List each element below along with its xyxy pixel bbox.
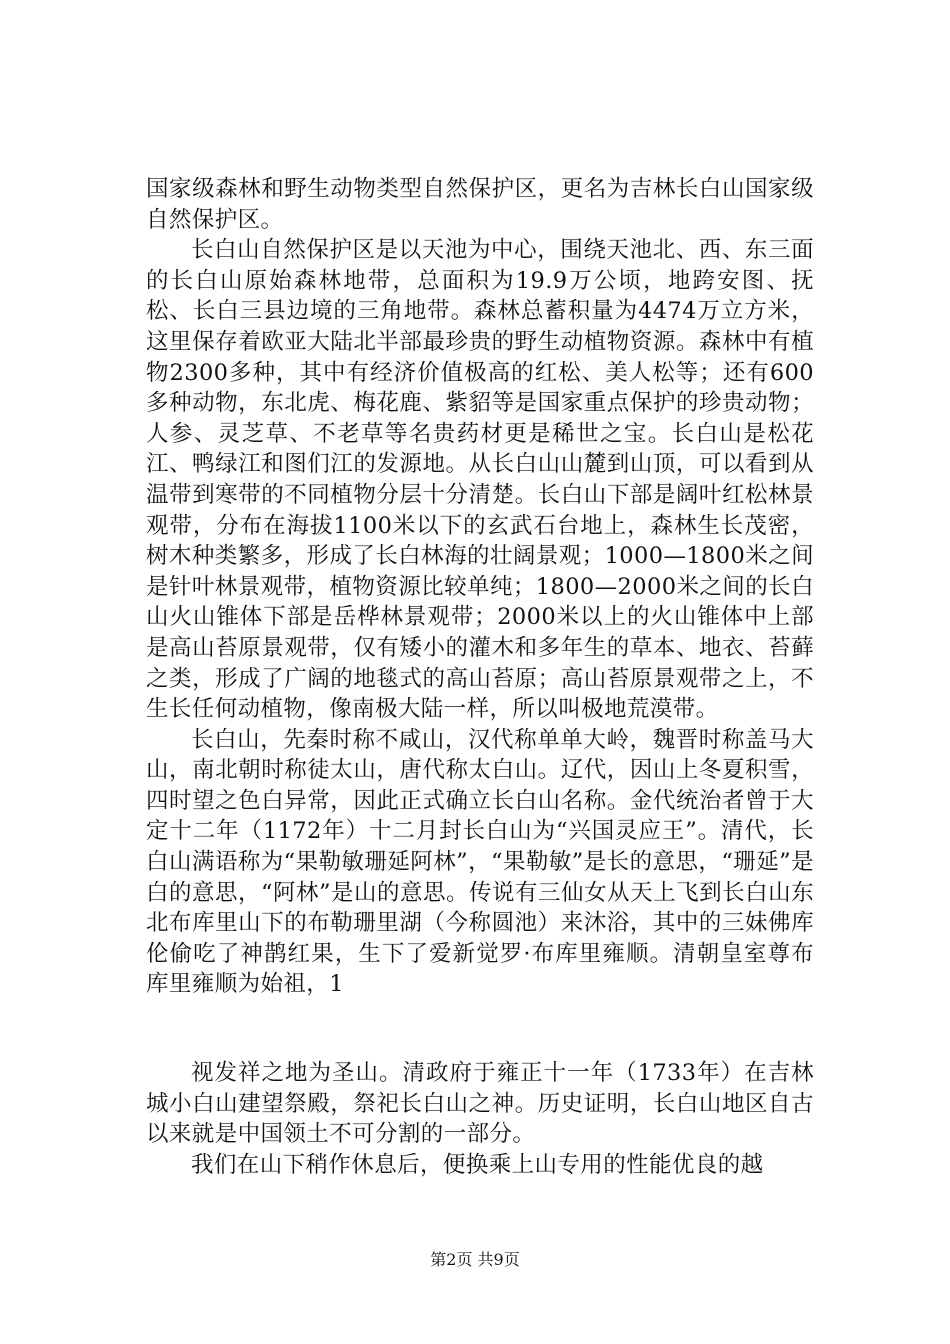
paragraph: 国家级森林和野生动物类型自然保护区，更名为吉林长白山国家级自然保护区。 — [146, 176, 814, 233]
paragraph: 视发祥之地为圣山。清政府于雍正十一年（1733年）在吉林城小白山建望祭殿，祭祀长白山之神。历史证明，长白山地区自古以来就是中国领土不可分割的一部分。 — [146, 1060, 814, 1148]
page-footer — [0, 1250, 950, 1270]
paragraph: 长白山，先秦时称不咸山，汉代称单单大岭，魏晋时称盖马大山，南北朝时称徒太山，唐代称太白山。辽代，因山上冬夏积雪，四时望之色白异常，因此正式确立长白山名称。金代统治者曾于大定十二年（1172年）十二月封长白山为“兴国灵应王”。清代，长白山满语称为“果勒敏珊延阿林”，“果勒敏”是长的意思，“珊延”是白的意思，“阿林”是山的意思。传说有三仙女从天上飞到长白山东北布库里山下的布勒珊里湖（今称圆池）来沐浴，其中的三妹佛库伦偷吃了神鹊红果，生下了爱新觉罗·布库里雍顺。清朝皇室尊布库里雍顺为始祖，1 — [146, 726, 814, 998]
page-number-label: 第2页 共9页 — [430, 1250, 520, 1269]
paragraph: 长白山自然保护区是以天池为中心，围绕天池北、西、东三面的长白山原始森林地带，总面积为19.9万公顷，地跨安图、抚松、长白三县边境的三角地带。森林总蓄积量为4474万立方米，这里保存着欧亚大陆北半部最珍贵的野生动植物资源。森林中有植物2300多种，其中有经济价值极高的红松、美人松等；还有600多种动物，东北虎、梅花鹿、紫貂等是国家重点保护的珍贵动物；人参、灵芝草、不老草等名贵药材更是稀世之宝。长白山是松花江、鸭绿江和图们江的发源地。从长白山山麓到山顶，可以看到从温带到寒带的不同植物分层十分清楚。长白山下部是阔叶红松林景观带，分布在海拔1100米以下的玄武石台地上，森林生长茂密，树木种类繁多，形成了长白林海的壮阔景观；1000—1800米之间是针叶林景观带，植物资源比较单纯；1800—2000米之间的长白山火山锥体下部是岳桦林景观带；2000米以上的火山锥体中上部是高山苔原景观带，仅有矮小的灌木和多年生的草本、地衣、苔藓之类，形成了广阔的地毯式的高山苔原；高山苔原景观带之上，不生长任何动植物，像南极大陆一样，所以叫极地荒漠带。 — [146, 237, 814, 723]
paragraph: 我们在山下稍作休息后，便换乘上山专用的性能优良的越 — [191, 1151, 764, 1178]
text-section-1 — [146, 174, 814, 1000]
text-section-2 — [146, 1058, 814, 1180]
